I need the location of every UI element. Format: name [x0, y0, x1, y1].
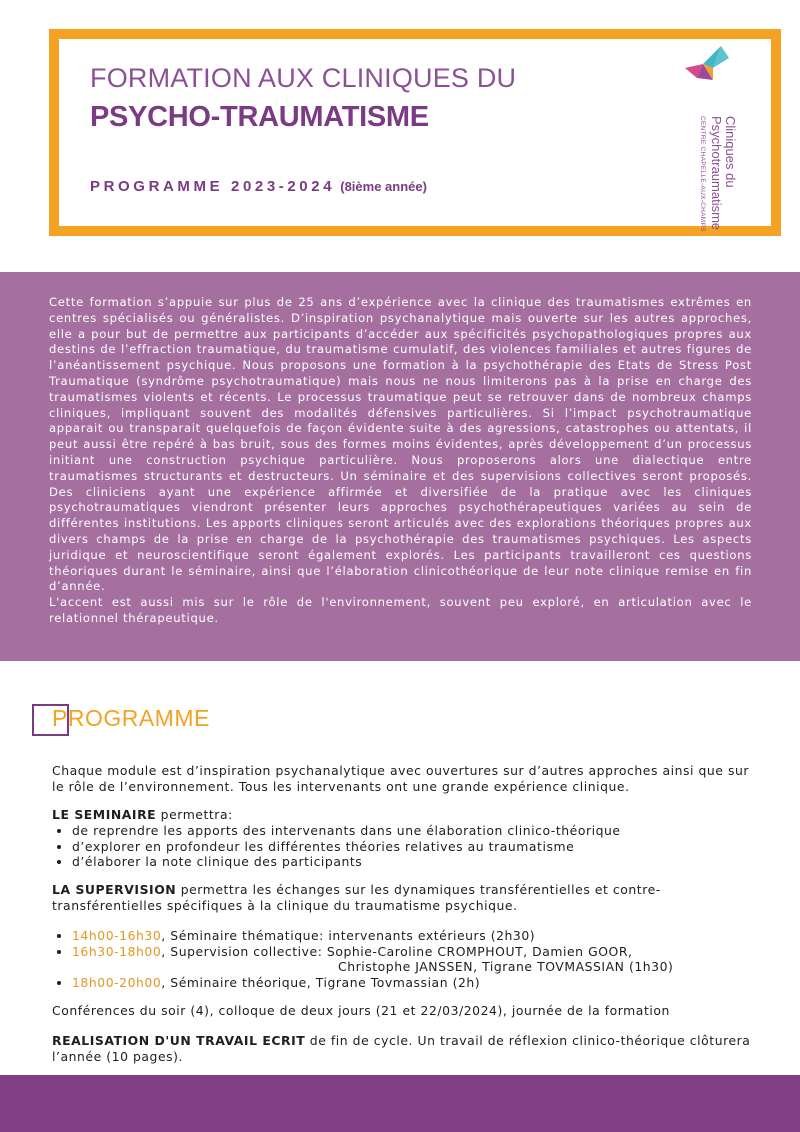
intro-text: Cette formation s’appuie sur plus de 25 ans d’expérience avec la clinique des traumatismes extrêmes en centres spécialisés ou généralistes. D’inspiration psychanalytique mais ouverte sur les autres approches, elle a pour but de permettre aux participants d’accéder aux spécificités psychopathologiques propres aux destins de l’effraction traumatique, du traumatisme cumulatif, des violences familiales et autres figures de l’anéantissement psychique. Nous proposons une formation à la psychothérapie des Etats de Stress Post Traumatique (syndrôme psychotraumatique) mais nous ne nous limiterons pas à la prise en charge des traumatismes violents et récents. Le processus traumatique peut se retrouver dans de nombreux champs cliniques, impliquant souvent des modalités défensives particulières. Si l’impact psychotraumatique apparait ou transparait quelquefois de façon évidente suite à des agressions, catastrophes ou attentats, il peut aussi être repéré à bas bruit, sous des formes moins évidentes, après développement d’un processus initiant une construction psychique particulière. Nous proposerons alors une dialectique entre traumatismes structurants et destructeurs. Un séminaire et des supervisions collectives seront proposés. Des cliniciens ayant une expérience affirmée et diversifiée de la pratique avec les cliniques psychotraumatiques viendront présenter leurs approches psychothérapeutiques variées au sein de différentes institutions. Les apports cliniques seront articulés avec des explorations théoriques propres aux divers champs de la prise en charge de la psychothérapie des traumatismes psychiques. Les aspects juridique et neuroscientifique seront également explorés. Les participants travailleront ces questions théoriques durant le séminaire, ainsi que l’élaboration clinicothéorique de leur note clinique remise en fin d’année.	[49, 295, 752, 594]
footer-band	[0, 1075, 800, 1132]
programme-year-note: (8ième année)	[340, 179, 427, 194]
logo-line-1: Cliniques du	[723, 116, 738, 188]
list-item: • d’explorer en profondeur les différentes théories relatives au traumatisme	[72, 839, 772, 855]
seminaire-list	[52, 823, 772, 870]
schedule-item	[72, 928, 772, 944]
supervision-text: permettra les échanges sur les dynamiques transférentielles et contre-transférentielles spécifiques à la clinique du traumatisme psychique.	[52, 882, 661, 913]
supervision-label: LA SUPERVISION	[52, 882, 177, 897]
programme-intro: Chaque module est d’inspiration psychanalytique avec ouvertures sur d’autres approches ainsi que sur le rôle de l’environnement. Tous les intervenants ont une grande expérience clinique.	[52, 763, 749, 794]
intro-text-2: L'accent est aussi mis sur le rôle de l'environnement, souvent peu exploré, en articulation avec le relationnel thérapeutique.	[49, 595, 752, 625]
conferences-line: Conférences du soir (4), colloque de deux jours (21 et 22/03/2024), journée de la formation	[52, 1003, 670, 1018]
programme-label: PROGRAMME 2023-2024	[90, 178, 336, 195]
programme-year-line	[90, 176, 427, 195]
schedule-desc: , Séminaire thématique: intervenants extérieurs (2h30)	[161, 928, 536, 943]
logo-line-3: CENTRE CHAPELLE-AUX-CHAMPS	[699, 116, 706, 232]
list-item: • de reprendre les apports des intervenants dans une élaboration clinico-théorique	[72, 823, 772, 839]
travail-label: REALISATION D'UN TRAVAIL ECRIT	[52, 1033, 306, 1048]
intro-paragraph	[49, 295, 752, 627]
seminaire-line	[52, 807, 752, 823]
schedule-desc: , Supervision collective: Sophie-Caroline CROMPHOUT, Damien GOOR,	[161, 943, 633, 959]
schedule-list	[52, 928, 772, 990]
seminaire-label: LE SEMINAIRE	[52, 807, 157, 822]
schedule-item	[72, 975, 772, 991]
supervision-paragraph	[52, 882, 752, 914]
title-line-2: PSYCHO-TRAUMATISME	[90, 101, 429, 133]
logo-line-2: Psychotraumatisme	[709, 116, 724, 231]
list-item: • d’élaborer la note clinique des participants	[72, 854, 772, 870]
programme-heading: PROGRAMME	[52, 705, 210, 731]
travail-text: de fin de cycle. Un travail de réflexion clinico-théorique clôturera l’année (10 pages).	[52, 1033, 751, 1064]
schedule-desc-continued: Christophe JANSSEN, Tigrane TOVMASSIAN (1h30)	[338, 959, 674, 974]
header-box	[49, 29, 781, 236]
intro-band	[0, 272, 800, 661]
title-line-1: FORMATION AUX CLINIQUES DU	[90, 63, 517, 93]
schedule-time: 16h30-18h00	[72, 943, 162, 959]
travail-paragraph	[52, 1033, 752, 1065]
logo-wordmark	[699, 69, 738, 232]
seminaire-text: permettra:	[156, 807, 233, 822]
schedule-time: 18h00-20h00	[72, 974, 162, 990]
schedule-time: 14h00-16h30	[72, 928, 162, 943]
schedule-desc: , Séminaire théorique, Tigrane Tovmassian (2h)	[161, 974, 481, 990]
schedule-item	[72, 944, 772, 975]
